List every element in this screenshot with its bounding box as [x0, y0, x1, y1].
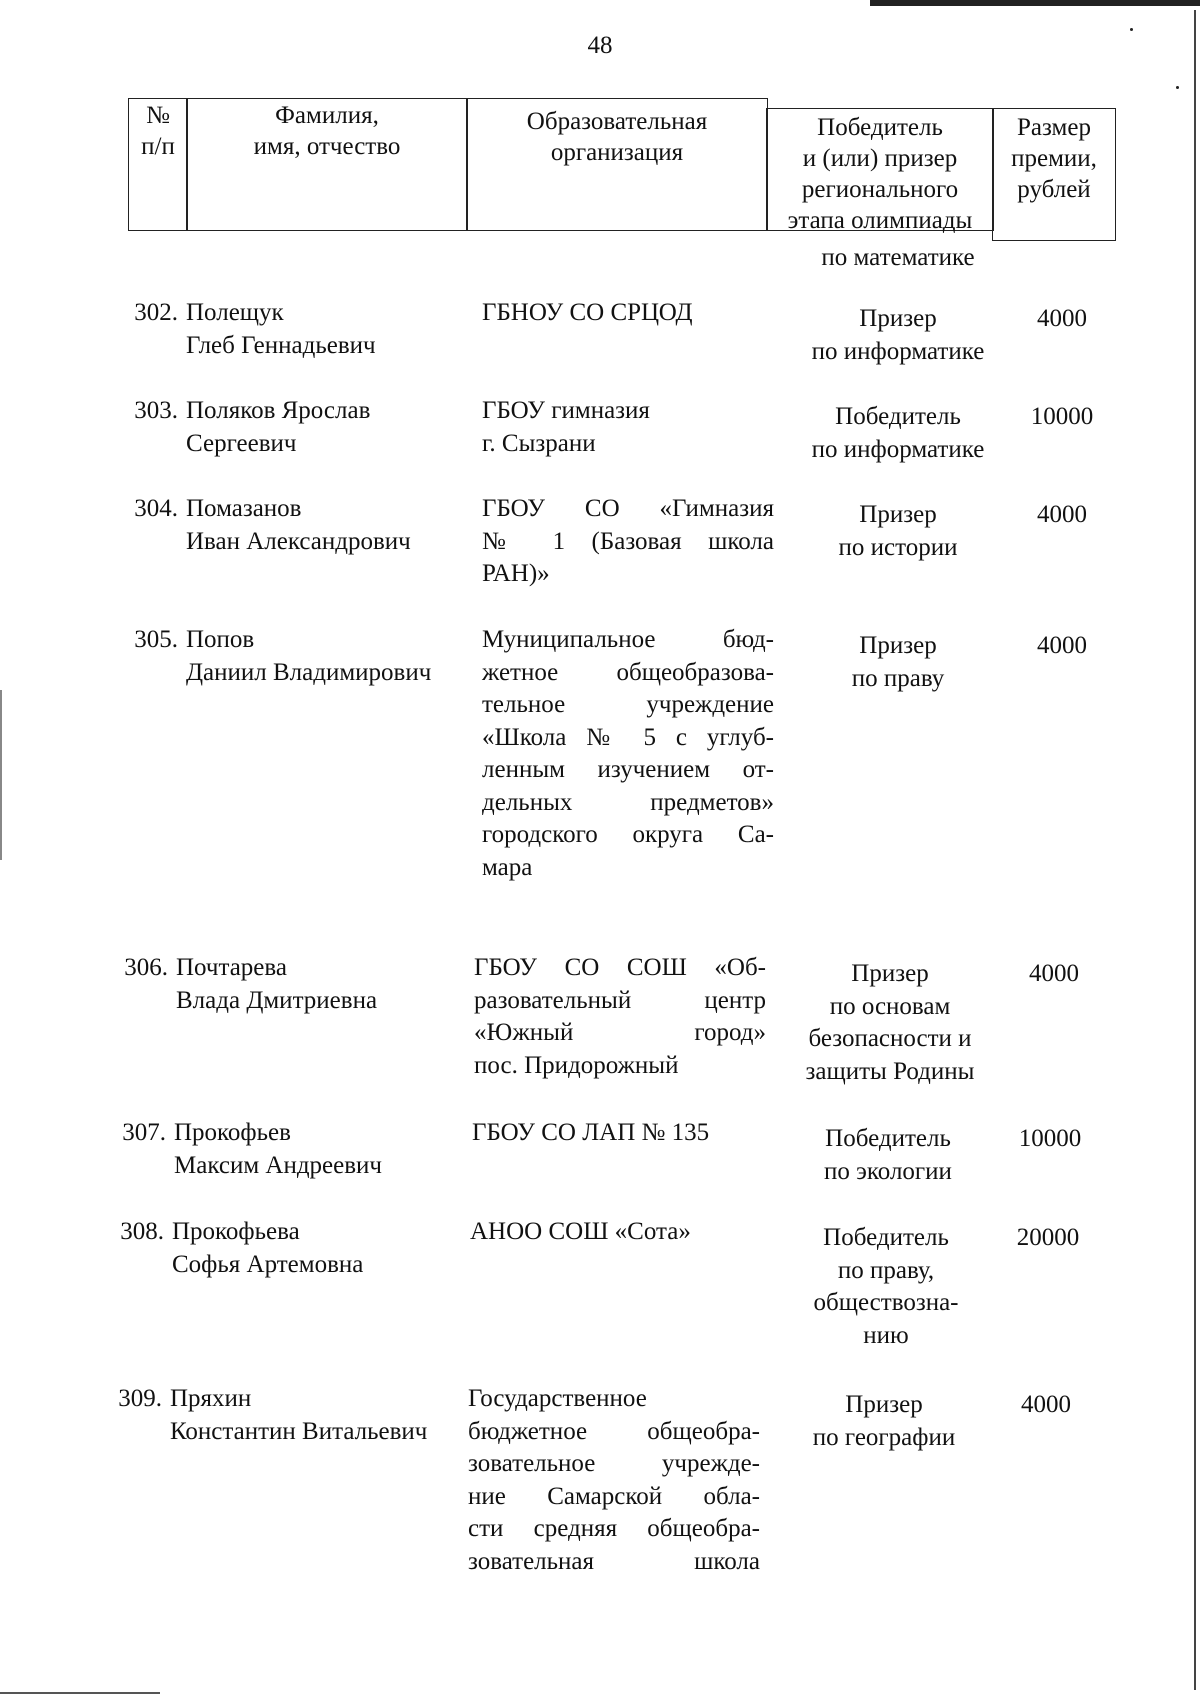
row-winner: Призер по праву	[851, 632, 945, 692]
row-org: ГБОУ СО ЛАП № 135	[472, 1119, 710, 1146]
scan-speck	[1130, 28, 1133, 31]
row-prize: 10000	[1018, 1125, 1082, 1152]
row-prize: 20000	[1016, 1224, 1080, 1251]
table-header	[128, 98, 1116, 234]
row-number: 306.	[124, 954, 168, 981]
row-number: 304.	[134, 495, 178, 522]
row-winner: Призер по географии	[812, 1391, 956, 1451]
row-org: Государственное бюджетное общеобра- зовательное учрежде- ние Самарской обла- сти средняя общеобра- зовательная школа	[468, 1385, 760, 1575]
row-number: 303.	[134, 397, 178, 424]
row-prize: 4000	[1037, 305, 1087, 332]
row-fio: Почтарева Влада Дмитриевна	[176, 954, 378, 1014]
scan-edge-bottom	[0, 1692, 160, 1694]
scan-edge-right	[1194, 10, 1196, 1690]
header-num: № п/п	[141, 102, 175, 160]
row-org: АНОО СОШ «Сота»	[470, 1218, 691, 1245]
row-fio: Поляков Ярослав Сергеевич	[186, 397, 371, 457]
scan-speck	[1176, 86, 1179, 89]
row-winner: Победитель по экологии	[824, 1125, 952, 1185]
row-fio: Прокофьев Максим Андреевич	[174, 1119, 382, 1179]
scan-edge-left	[0, 690, 2, 860]
row-org: ГБОУ гимназия г. Сызрани	[482, 397, 650, 457]
row-winner: Победитель по информатике	[811, 403, 985, 463]
carryover-subject: по математике	[821, 244, 975, 271]
row-fio: Полещук Глеб Геннадьевич	[186, 299, 376, 359]
row-org: ГБОУ СО СОШ «Об- разовательный центр «Южный город» пос. Придорожный	[474, 954, 766, 1079]
row-org: ГБНОУ СО СРЦОД	[482, 299, 693, 326]
row-number: 302.	[134, 299, 178, 326]
row-prize: 10000	[1030, 403, 1094, 430]
header-fio: Фамилия, имя, отчество	[253, 102, 401, 160]
row-org: ГБОУ СО «Гимназия № 1 (Базовая школа РАН)»	[482, 495, 774, 587]
row-prize: 4000	[1037, 501, 1087, 528]
row-winner: Призер по истории	[838, 501, 958, 561]
row-org: Муниципальное бюд- жетное общеобразова- тельное учреждение «Школа № 5 с углуб- ленным изучением от- дельных предметов» городского округа Са- мара	[482, 626, 774, 881]
row-number: 308.	[120, 1218, 164, 1245]
row-winner: Призер по информатике	[811, 305, 985, 365]
header-winner: Победитель и (или) призер регионального этапа олимпиады	[787, 114, 973, 234]
row-fio: Пряхин Константин Витальевич	[170, 1385, 428, 1445]
row-winner: Победитель по праву, обществозна- нию	[813, 1224, 959, 1349]
row-fio: Попов Даниил Владимирович	[186, 626, 432, 686]
row-number: 309.	[118, 1385, 162, 1412]
scan-edge-top	[870, 0, 1200, 6]
row-winner: Призер по основам безопасности и защиты Родины	[805, 960, 975, 1085]
row-number: 305.	[134, 626, 178, 653]
page-number: 48	[587, 32, 613, 59]
header-prize: Размер премии, рублей	[1011, 114, 1097, 203]
row-prize: 4000	[1029, 960, 1079, 987]
row-prize: 4000	[1021, 1391, 1071, 1418]
row-fio: Прокофьева Софья Артемовна	[172, 1218, 364, 1278]
row-fio: Помазанов Иван Александрович	[186, 495, 411, 555]
row-number: 307.	[122, 1119, 166, 1146]
header-org: Образовательная организация	[526, 108, 708, 166]
row-prize: 4000	[1037, 632, 1087, 659]
